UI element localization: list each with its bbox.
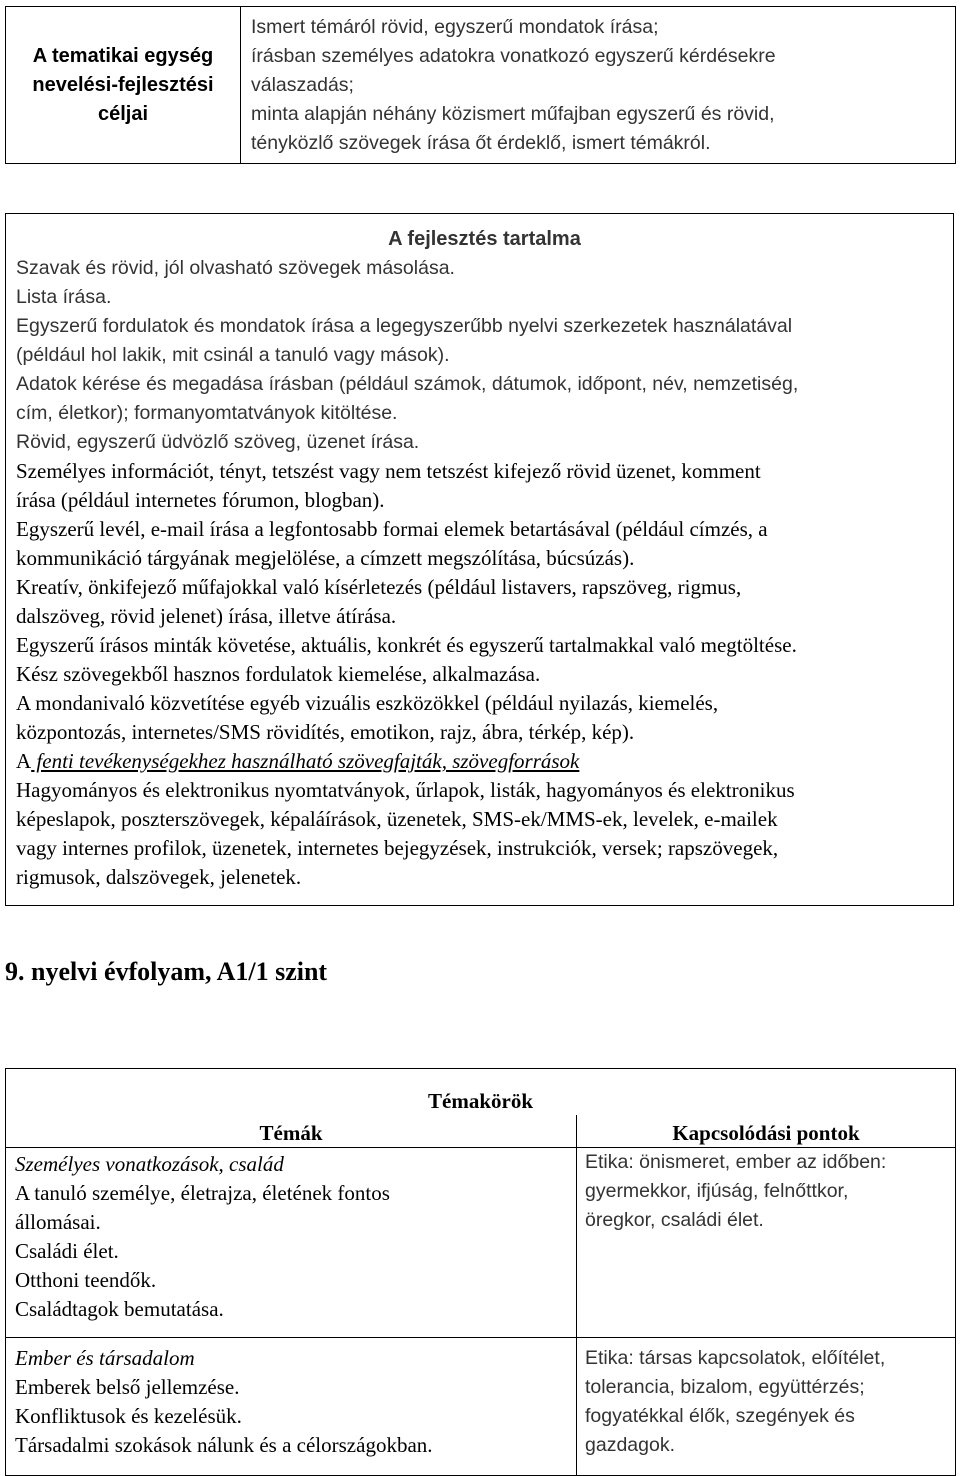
theme-line: Családi élet. <box>15 1238 119 1263</box>
topics-header: Témakörök <box>6 1069 956 1116</box>
content-line: Személyes információt, tényt, tetszést vagy nem tetszést kifejező rövid üzenet, komment <box>16 459 761 483</box>
goals-label-line: A tematikai egység <box>32 44 214 67</box>
content-line: dalszöveg, rövid jelenet) írása, illetve átírása. <box>16 604 397 628</box>
content-line: Adatok kérése és megadása írásban (például számok, dátumok, időpont, név, nemzetiség, <box>16 373 799 395</box>
links-cell <box>577 1147 956 1337</box>
links-line: fogyatékkal élők, szegények és <box>585 1404 855 1427</box>
links-cell <box>577 1337 956 1475</box>
links-line: gazdagok. <box>585 1433 675 1456</box>
content-line: Kreatív, önkifejező műfajokkal való kísérletezés (például listavers, rapszöveg, rigmus, <box>16 575 742 599</box>
theme-line: állomásai. <box>15 1209 101 1234</box>
content-items-sans <box>16 254 953 457</box>
col-themes-header: Témák <box>259 1120 323 1145</box>
theme-line: Családtagok bemutatása. <box>15 1296 224 1321</box>
links-block <box>585 1344 955 1460</box>
links-line: öregkor, családi élet. <box>585 1208 764 1231</box>
links-block <box>585 1148 955 1235</box>
theme-line: Emberek belső jellemzése. <box>15 1374 240 1399</box>
goals-line: írásban személyes adatokra vonatkozó egyszerű kérdésekre <box>251 44 776 67</box>
content-line: A mondanivaló közvetítése egyéb vizuális eszközökkel (például nyilazás, kiemelés, <box>16 691 719 715</box>
content-line: írása (például internetes fórumon, blogban). <box>16 488 385 512</box>
links-line: gyermekkor, ifjúság, felnőttkor, <box>585 1179 849 1202</box>
sources-heading-rest: fenti tevékenységekhez használható szövegfajták, szövegforrások <box>31 749 580 773</box>
theme-cell <box>6 1147 577 1337</box>
theme-title: Személyes vonatkozások, család <box>15 1151 284 1176</box>
content-line: központozás, internetes/SMS rövidítés, emotikon, rajz, ábra, térkép, kép). <box>16 720 635 744</box>
goals-line: Ismert témáról rövid, egyszerű mondatok írása; <box>251 15 659 38</box>
goals-table <box>5 6 956 164</box>
content-line: cím, életkor); formanyomtatványok kitöltése. <box>16 402 398 424</box>
sources-line: vagy internes profilok, üzenetek, internetes bejegyzések, instrukciók, versek; rapszövegek, <box>16 836 779 860</box>
sources-line: képeslapok, poszterszövegek, képaláírások, üzenetek, SMS-ek/MMS-ek, levelek, e-mailek <box>16 807 778 831</box>
sources-heading-cap: A <box>16 749 32 773</box>
goals-label-line: nevelési-fejlesztési <box>32 73 214 96</box>
theme-block <box>15 1150 576 1324</box>
links-line: tolerancia, bizalom, együttérzés; <box>585 1375 865 1398</box>
topics-table <box>5 1068 956 1476</box>
content-line: Rövid, egyszerű üdvözlő szöveg, üzenet írása. <box>16 431 420 453</box>
goals-text <box>241 7 956 164</box>
theme-cell <box>6 1337 577 1475</box>
topics-right-header-cell <box>577 1115 956 1147</box>
sources-line: Hagyományos és elektronikus nyomtatványok, űrlapok, listák, hagyományos és elektronikus <box>16 778 795 802</box>
goals-label <box>6 7 241 164</box>
goals-line: válaszadás; <box>251 73 354 96</box>
content-line: Kész szövegekből hasznos fordulatok kiemelése, alkalmazása. <box>16 662 541 686</box>
content-line: Egyszerű fordulatok és mondatok írása a legegyszerűbb nyelvi szerkezetek használatával <box>16 315 793 337</box>
content-line: kommunikáció tárgyának megjelölése, a címzett megszólítása, búcsúzás). <box>16 546 635 570</box>
theme-block <box>15 1344 576 1460</box>
col-links-header: Kapcsolódási pontok <box>672 1120 860 1145</box>
topics-left-header-cell <box>6 1115 577 1147</box>
content-title: A fejlesztés tartalma <box>388 228 581 250</box>
theme-line: Társadalmi szokások nálunk és a célországokban. <box>15 1432 433 1457</box>
links-line: Etika: önismeret, ember az időben: <box>585 1150 887 1173</box>
goals-label-line: céljai <box>97 102 149 125</box>
content-line: Szavak és rövid, jól olvasható szövegek másolása. <box>16 257 455 279</box>
sources-line: rigmusok, dalszövegek, jelenetek. <box>16 865 302 889</box>
sources-heading <box>16 747 953 776</box>
theme-line: Otthoni teendők. <box>15 1267 157 1292</box>
goals-line: minta alapján néhány közismert műfajban egyszerű és rövid, <box>251 102 775 125</box>
sources-list <box>16 776 953 892</box>
theme-title: Ember és társadalom <box>15 1345 195 1370</box>
development-content-box <box>5 213 954 906</box>
content-line: Egyszerű levél, e-mail írása a legfontosabb formai elemek betartásával (például címzés, a <box>16 517 768 541</box>
content-line: (például hol lakik, mit csinál a tanuló vagy mások). <box>16 344 450 366</box>
content-line: Egyszerű írásos minták követése, aktuális, konkrét és egyszerű tartalmakkal való megtöltése. <box>16 633 797 657</box>
goals-line: tényközlő szövegek írása őt érdeklő, ismert témákról. <box>251 131 711 154</box>
theme-line: A tanuló személye, életrajza, életének fontos <box>15 1180 390 1205</box>
grade-heading: 9. nyelvi évfolyam, A1/1 szint <box>5 957 328 986</box>
content-line: Lista írása. <box>16 286 112 308</box>
links-line: Etika: társas kapcsolatok, előítélet, <box>585 1346 886 1369</box>
theme-line: Konfliktusok és kezelésük. <box>15 1403 242 1428</box>
content-items-serif <box>16 457 953 747</box>
